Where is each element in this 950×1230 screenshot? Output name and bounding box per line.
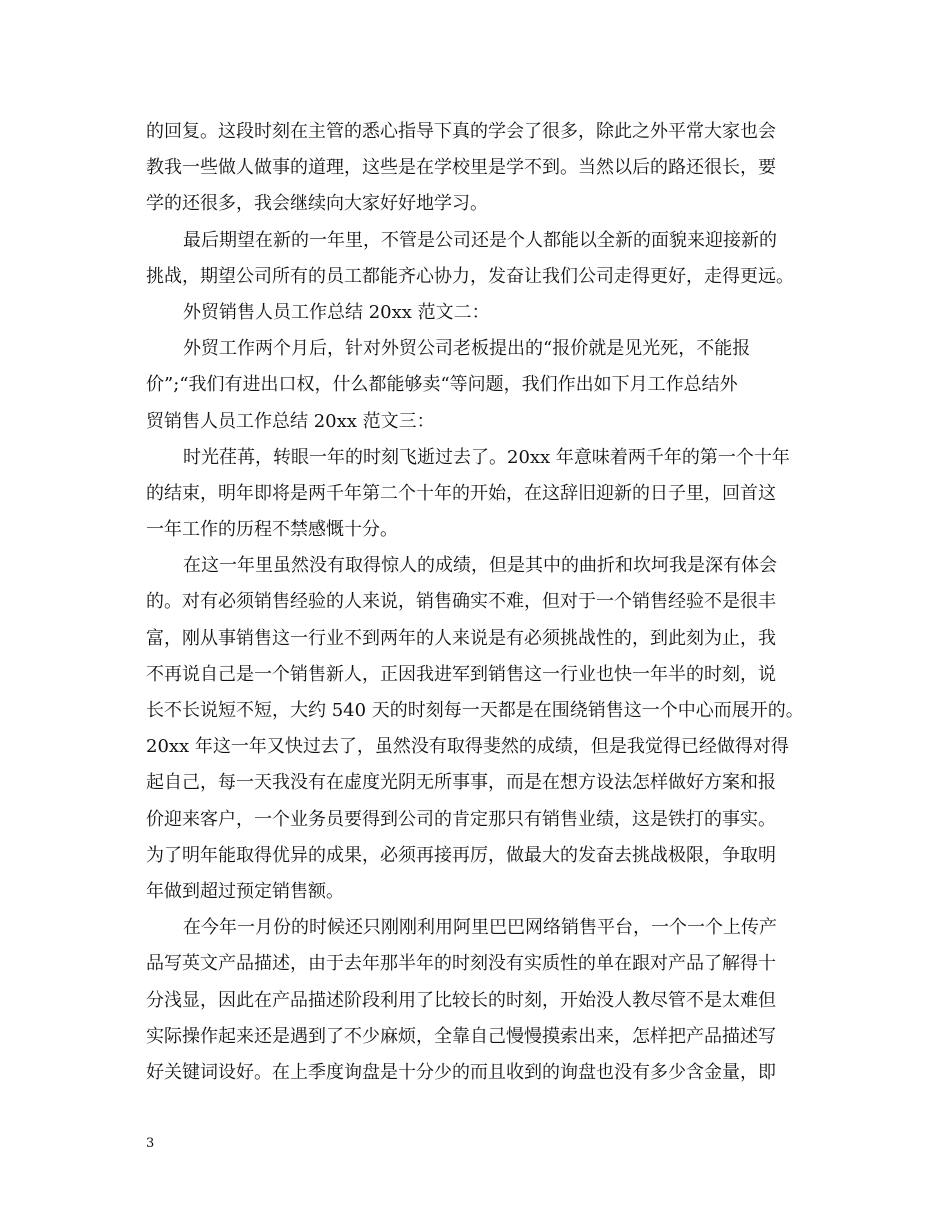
text-line: 富，刚从事销售这一行业不到两年的人来说是有必须挑战性的，到此刻为止，我: [146, 627, 776, 649]
text-line: 最后期望在新的一年里，不管是公司还是个人都能以全新的面貌来迎接新的: [183, 229, 777, 251]
text-line: 外贸工作两个月后，针对外贸公司老板提出的“报价就是见光死，不能报: [183, 338, 751, 360]
text-line: 分浅显，因此在产品描述阶段利用了比较长的时刻，开始没人教尽管不是太难但: [146, 989, 776, 1011]
text-line: 挑战，期望公司所有的员工都能齐心协力，发奋让我们公司走得更好，走得更远。: [146, 265, 794, 287]
text-line: 教我一些做人做事的道理，这些是在学校里是学不到。当然以后的路还很长，要: [146, 157, 776, 179]
text-line: 在这一年里虽然没有取得惊人的成绩，但是其中的曲折和坎坷我是深有体会: [183, 555, 777, 577]
text-line: 在今年一月份的时候还只刚刚利用阿里巴巴网络销售平台，一个一个上传产: [183, 917, 777, 939]
text-line: 品写英文产品描述，由于去年那半年的时刻没有实质性的单在跟对产品了解得十: [146, 953, 776, 975]
text-line: 实际操作起来还是遇到了不少麻烦，全靠自己慢慢摸索出来，怎样把产品描述写: [146, 1025, 776, 1047]
text-line: 外贸销售人员工作总结 20xx 范文二：: [183, 301, 490, 323]
text-line: 学的还很多，我会继续向大家好好地学习。: [146, 193, 488, 215]
page-number: 3: [146, 1136, 155, 1151]
text-line: 好关键词设好。在上季度询盘是十分少的而且收到的询盘也没有多少含金量，即: [146, 1061, 776, 1083]
text-line: 年做到超过预定销售额。: [146, 880, 344, 902]
text-line: 起自己，每一天我没有在虚度光阴无所事事，而是在想方设法怎样做好方案和报: [146, 772, 776, 794]
text-line: 长不长说短不短，大约 540 天的时刻每一天都是在围绕销售这一个中心而展开的。: [146, 700, 804, 721]
text-line: 的结束，明年即将是两千年第二个十年的开始，在这辞旧迎新的日子里，回首这: [146, 482, 776, 504]
document-body: [146, 114, 806, 1091]
text-line: 的回复。这段时刻在主管的悉心指导下真的学会了很多，除此之外平常大家也会: [146, 121, 776, 142]
text-line: 时光荏苒，转眼一年的时刻飞逝过去了。20xx 年意味着两千年的第一个十年: [183, 446, 790, 468]
text-line: 20xx 年这一年又快过去了，虽然没有取得斐然的成绩，但是我觉得已经做得对得: [146, 736, 789, 758]
text-line: 价迎来客户，一个业务员要得到公司的肯定那只有销售业绩，这是铁打的事实。: [146, 808, 776, 830]
text-line: 不再说自己是一个销售新人，正因我进军到销售这一行业也快一年半的时刻，说: [146, 663, 776, 685]
text-line: 一年工作的历程不禁感慨十分。: [146, 519, 398, 541]
text-line: 贸销售人员工作总结 20xx 范文三：: [146, 410, 435, 432]
text-line: 价”;“我们有进出口权，什么都能够卖“等问题，我们作出如下月工作总结外: [146, 374, 738, 396]
text-line: 为了明年能取得优异的成果，必须再接再厉，做最大的发奋去挑战极限，争取明: [146, 844, 776, 866]
text-line: 的。对有必须销售经验的人来说，销售确实不难，但对于一个销售经验不是很丰: [146, 591, 776, 613]
